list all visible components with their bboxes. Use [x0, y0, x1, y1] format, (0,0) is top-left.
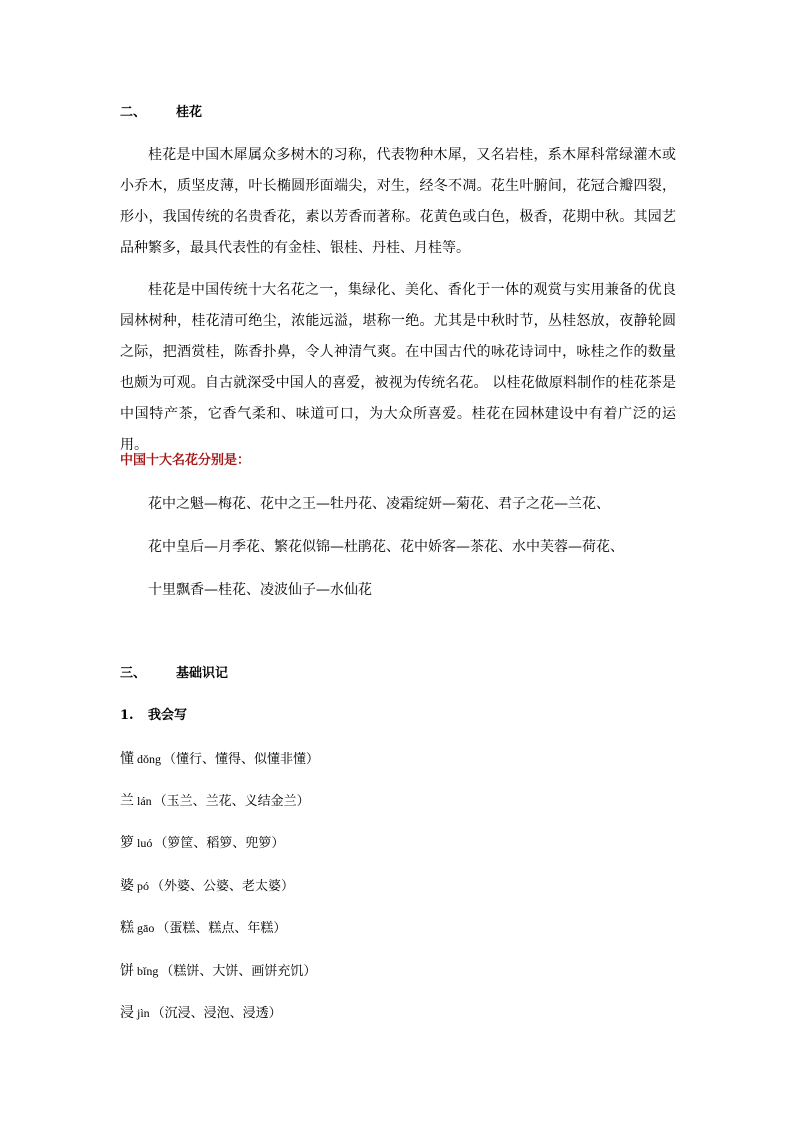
vocab-char: 饼 — [120, 963, 134, 979]
vocab-words: （糕饼、大饼、画饼充饥） — [160, 964, 317, 979]
vocab-words: （箩筐、稻箩、兜箩） — [154, 836, 285, 851]
vocab-item — [120, 749, 319, 770]
section-2-title: 桂花 — [176, 105, 203, 120]
vocab-char: 浸 — [120, 1005, 134, 1021]
vocab-char: 懂 — [120, 751, 134, 767]
vocab-pinyin: jìn — [137, 1006, 150, 1020]
vocab-pinyin: gāo — [137, 921, 155, 935]
vocab-pinyin: pó — [137, 879, 149, 893]
section-2-heading — [120, 104, 202, 122]
vocab-words: （懂行、懂得、似懂非懂） — [163, 752, 320, 767]
vocab-char: 婆 — [120, 878, 134, 894]
ten-flowers-line-1: 花中之魁—梅花、花中之王—牡丹花、凌霜绽妍—菊花、君子之花—兰花、 — [148, 496, 610, 512]
subsection-1-heading — [120, 707, 187, 725]
section-2-number: 二、 — [120, 105, 147, 120]
vocab-item — [120, 833, 284, 854]
vocab-words: （玉兰、兰花、义结金兰） — [153, 794, 310, 809]
vocab-words: （沉浸、浸泡、浸透） — [151, 1006, 282, 1021]
vocab-item — [120, 918, 286, 939]
vocab-item — [120, 961, 316, 982]
osmanthus-paragraph-1: 桂花是中国木犀属众多树木的习称，代表物种木犀，又名岩桂，系木犀科常绿灌木或小乔木，质坚皮薄，叶长椭圆形面端尖，对生，经冬不凋。花生叶腑间，花冠合瓣四裂，形小，我国传统的名贵香花，素以芳香而著称。花黄色或白色，极香，花期中秋。其园艺品种繁多，最具代表性的有金桂、银桂、丹桂、月桂等。 — [120, 147, 676, 256]
vocab-item — [120, 876, 294, 897]
vocab-pinyin: dǒng — [137, 752, 161, 766]
vocab-item — [120, 1003, 282, 1024]
vocab-item — [120, 791, 310, 812]
vocab-pinyin: lán — [137, 794, 152, 808]
section-3-number: 三、 — [120, 666, 147, 681]
vocab-pinyin: bǐng — [137, 964, 159, 978]
vocab-words: （蛋糕、糕点、年糕） — [156, 921, 287, 936]
ten-flowers-line-2: 花中皇后—月季花、繁花似锦—杜鹃花、花中娇客—茶花、水中芙蓉—荷花、 — [148, 539, 624, 555]
section-3-heading — [120, 665, 228, 683]
ten-flowers-label: 中国十大名花分别是： — [120, 453, 251, 468]
section-3-title: 基础识记 — [176, 666, 229, 681]
vocab-words: （外婆、公婆、老太婆） — [151, 879, 295, 894]
vocab-char: 箩 — [120, 835, 134, 851]
osmanthus-paragraph-2: 桂花是中国传统十大名花之一，集绿化、美化、香化于一体的观赏与实用兼备的优良园林树种，桂花清可绝尘，浓能远溢，堪称一绝。尤其是中秋时节，丛桂怒放，夜静轮圆之际，把酒赏桂，陈香扑鼻，令人神清气爽。在中国古代的咏花诗词中，咏桂之作的数量也颇为可观。自古就深受中国人的喜爱，被视为传统名花。 以桂花做原料制作的桂花茶是中国特产茶，它香气柔和、味道可口，为大众所喜爱。桂花在园林建设中有着广泛的运用。 — [120, 282, 676, 453]
vocab-pinyin: luó — [137, 836, 153, 850]
vocab-char: 兰 — [120, 793, 134, 809]
subsection-1-number: 1. — [120, 708, 134, 723]
ten-flowers-line-3: 十里飘香—桂花、凌波仙子—水仙花 — [148, 582, 372, 598]
subsection-1-title: 我会写 — [148, 708, 188, 723]
vocab-char: 糕 — [120, 920, 134, 936]
